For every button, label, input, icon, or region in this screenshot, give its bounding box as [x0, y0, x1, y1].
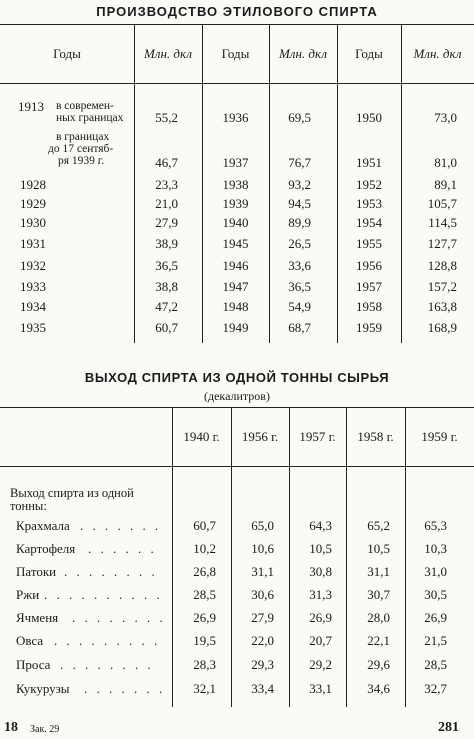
year-cell: 1959: [356, 320, 382, 335]
value-cell: 33,4: [251, 681, 274, 696]
value-cell: 33,6: [288, 258, 311, 273]
table2-header-year: 1940 г.: [183, 429, 220, 444]
leader-dots: . . . . . . . . .: [54, 633, 161, 648]
leader-dots: . . . . . .: [88, 541, 157, 556]
value-cell: 60,7: [193, 518, 216, 533]
value-cell: 46,7: [155, 155, 178, 170]
table1-header-units: Млн. дкл: [278, 46, 328, 61]
year-cell: 1949: [222, 320, 249, 335]
value-cell: 27,9: [155, 215, 178, 230]
value-cell: 69,5: [288, 110, 311, 125]
page-number-left: 18: [4, 720, 18, 735]
year-note: до 17 сентяб-: [48, 143, 114, 155]
value-cell: 32,7: [424, 681, 447, 696]
value-cell: 26,9: [309, 610, 332, 625]
value-cell: 38,9: [155, 236, 178, 251]
year-cell: 1931: [20, 236, 46, 251]
value-cell: 89,9: [288, 215, 311, 230]
year-cell: 1953: [356, 196, 382, 211]
table2-top-rule: [0, 407, 474, 408]
leader-dots: . . . . . . . . . .: [44, 587, 163, 602]
value-cell: 55,2: [155, 110, 178, 125]
value-cell: 22,0: [251, 633, 274, 648]
year-cell: 1948: [222, 299, 249, 314]
year-cell: 1958: [356, 299, 382, 314]
value-cell: 47,2: [155, 299, 178, 314]
table2-row-header: тонны:: [10, 499, 47, 513]
row-label: Крахмала: [16, 518, 70, 533]
table1-header-years: Годы: [355, 46, 383, 61]
print-order-note: Зак. 29: [30, 724, 60, 735]
value-cell: 114,5: [428, 215, 457, 230]
value-cell: 81,0: [434, 155, 457, 170]
value-cell: 28,5: [193, 587, 216, 602]
value-cell: 157,2: [427, 279, 457, 294]
table2-header-year: 1958 г.: [357, 429, 394, 444]
value-cell: 64,3: [309, 518, 332, 533]
value-cell: 128,8: [427, 258, 457, 273]
year-note: в границах: [56, 131, 110, 143]
value-cell: 31,1: [367, 564, 390, 579]
value-cell: 26,8: [193, 564, 216, 579]
year-cell: 1929: [20, 196, 46, 211]
leader-dots: . . . . . . . .: [60, 657, 154, 672]
table1-top-rule: [0, 24, 474, 25]
year-cell: 1935: [20, 320, 46, 335]
row-label: Ржи: [16, 587, 40, 602]
table1-header-years: Годы: [53, 46, 81, 61]
row-label: Проса: [16, 657, 51, 672]
table2-title: ВЫХОД СПИРТА ИЗ ОДНОЙ ТОННЫ СЫРЬЯ: [84, 370, 390, 385]
value-cell: 68,7: [288, 320, 311, 335]
table2-header-rule: [0, 466, 474, 467]
value-cell: 10,6: [251, 541, 274, 556]
value-cell: 168,9: [427, 320, 457, 335]
value-cell: 26,9: [424, 610, 447, 625]
year-cell: 1957: [356, 279, 382, 294]
value-cell: 27,9: [251, 610, 274, 625]
year-note: ных границах: [56, 112, 124, 124]
year-cell: 1938: [222, 177, 249, 192]
value-cell: 32,1: [193, 681, 216, 696]
row-label: Картофеля: [16, 541, 76, 556]
year-cell: 1947: [222, 279, 249, 294]
table1-header-years: Годы: [221, 46, 250, 61]
year-cell: 1934: [20, 299, 46, 314]
value-cell: 31,0: [424, 564, 447, 579]
table2-row-header: Выход спирта из одной: [10, 486, 134, 500]
row-label: Овса: [16, 633, 44, 648]
page-number-right: 281: [438, 720, 459, 735]
value-cell: 10,5: [367, 541, 390, 556]
table1-header-rule: [0, 83, 474, 84]
value-cell: 21,0: [155, 196, 178, 211]
row-label: Кукурузы: [16, 681, 70, 696]
value-cell: 28,5: [424, 657, 447, 672]
value-cell: 30,8: [309, 564, 332, 579]
table2-header-year: 1956 г.: [241, 429, 279, 444]
value-cell: 94,5: [288, 196, 311, 211]
year-cell: 1936: [222, 110, 249, 125]
leader-dots: . . . . . . . .: [72, 610, 166, 625]
year-note: ря 1939 г.: [58, 155, 105, 167]
value-cell: 31,1: [251, 564, 274, 579]
value-cell: 36,5: [155, 258, 178, 273]
value-cell: 34,6: [367, 681, 390, 696]
value-cell: 33,1: [309, 681, 332, 696]
year-cell: 1913: [18, 99, 44, 114]
value-cell: 22,1: [367, 633, 390, 648]
year-cell: 1956: [356, 258, 382, 273]
table1-header-units: Млн. дкл: [413, 46, 462, 61]
table2-header-year: 1959 г.: [421, 429, 458, 444]
table1-title: ПРОИЗВОДСТВО ЭТИЛОВОГО СПИРТА: [96, 4, 378, 19]
value-cell: 54,9: [288, 299, 311, 314]
row-label: Ячменя: [16, 610, 59, 625]
year-cell: 1946: [222, 258, 249, 273]
value-cell: 65,2: [367, 518, 390, 533]
year-cell: 1952: [356, 177, 382, 192]
value-cell: 10,3: [424, 541, 447, 556]
year-cell: 1950: [356, 110, 382, 125]
value-cell: 31,3: [309, 587, 332, 602]
table1-header-units: Млн. дкл: [143, 46, 193, 61]
value-cell: 29,3: [251, 657, 274, 672]
row-label: Патоки: [16, 564, 57, 579]
year-cell: 1945: [222, 236, 249, 251]
year-cell: 1955: [356, 236, 382, 251]
value-cell: 29,6: [367, 657, 390, 672]
year-cell: 1951: [356, 155, 382, 170]
value-cell: 65,0: [251, 518, 274, 533]
value-cell: 28,3: [193, 657, 216, 672]
year-cell: 1928: [20, 177, 46, 192]
value-cell: 30,7: [367, 587, 390, 602]
value-cell: 73,0: [434, 110, 457, 125]
value-cell: 38,8: [155, 279, 178, 294]
value-cell: 30,5: [424, 587, 447, 602]
leader-dots: . . . . . . .: [84, 681, 166, 696]
table2-header-year: 1957 г.: [299, 429, 336, 444]
value-cell: 36,5: [288, 279, 311, 294]
year-note: в современ-: [56, 100, 114, 112]
value-cell: 29,2: [309, 657, 332, 672]
table2-subtitle: (декалитров): [204, 389, 270, 403]
value-cell: 93,2: [288, 177, 311, 192]
value-cell: 163,8: [427, 299, 457, 314]
leader-dots: . . . . . . .: [80, 518, 162, 533]
value-cell: 127,7: [427, 236, 457, 251]
year-cell: 1940: [222, 215, 249, 230]
value-cell: 23,3: [155, 177, 178, 192]
value-cell: 20,7: [309, 633, 332, 648]
year-cell: 1939: [222, 196, 249, 211]
value-cell: 28,0: [367, 610, 390, 625]
value-cell: 21,5: [424, 633, 447, 648]
value-cell: 19,5: [193, 633, 216, 648]
value-cell: 26,9: [193, 610, 216, 625]
year-cell: 1933: [20, 279, 46, 294]
leader-dots: . . . . . . . .: [64, 564, 158, 579]
value-cell: 89,1: [434, 177, 457, 192]
year-cell: 1954: [356, 215, 382, 230]
year-cell: 1932: [20, 258, 46, 273]
value-cell: 10,2: [193, 541, 216, 556]
value-cell: 60,7: [155, 320, 178, 335]
value-cell: 76,7: [288, 155, 311, 170]
year-cell: 1930: [20, 215, 46, 230]
value-cell: 30,6: [251, 587, 274, 602]
year-cell: 1937: [222, 155, 249, 170]
value-cell: 10,5: [309, 541, 332, 556]
value-cell: 65,3: [424, 518, 447, 533]
value-cell: 105,7: [427, 196, 457, 211]
value-cell: 26,5: [288, 236, 311, 251]
